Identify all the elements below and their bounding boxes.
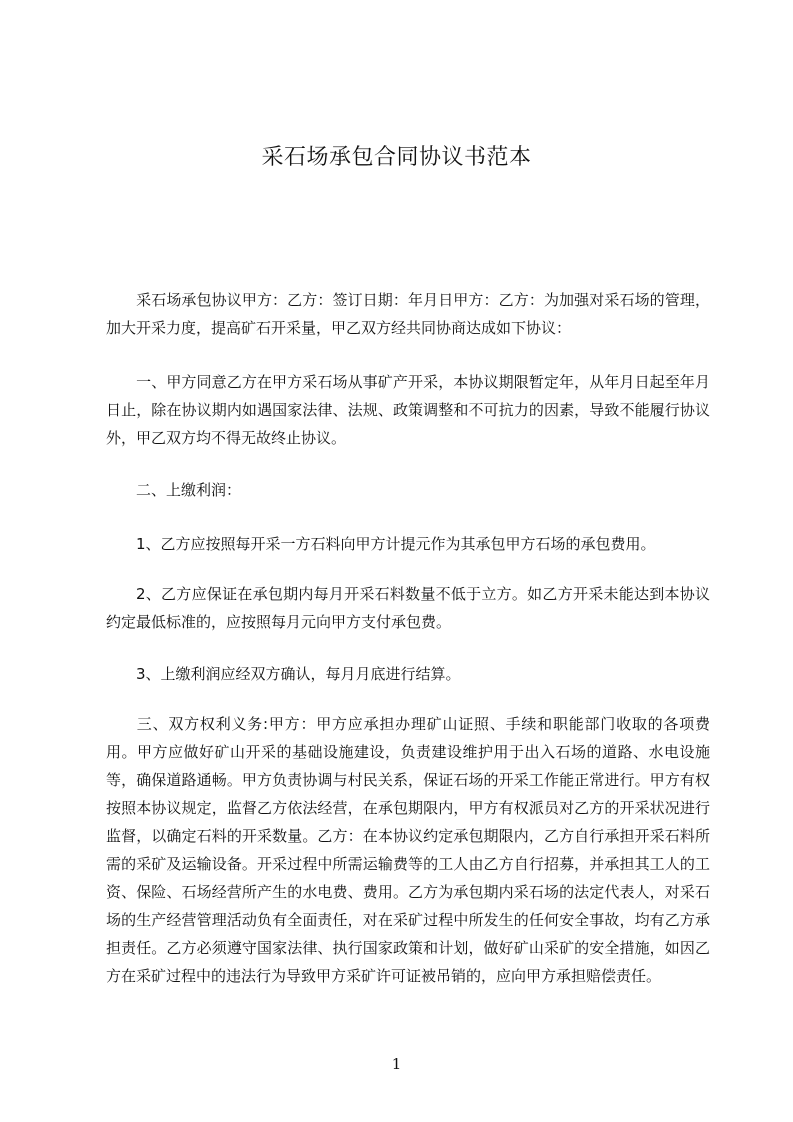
paragraph-text: 2、乙方应保证在承包期内每月开采石料数量不低于立方。如乙方开采未能达到本协议约定最低标准的，应按照每月元向甲方支付承包费。 — [106, 585, 710, 631]
paragraph-clause-1 — [106, 368, 710, 452]
paragraph-text: 三、双方权利义务:甲方：甲方应承担办理矿山证照、手续和职能部门收取的各项费用。甲方应做好矿山开采的基础设施建设，负责建设维护用于出入石场的道路、水电设施等，确保道路通畅。甲方负责协调与村民关系，保证石场的开采工作能正常进行。甲方有权按照本协议规定，监督乙方依法经营，在承包期限内，甲方有权派员对乙方的开采状况进行监督，以确定石料的开采数量。乙方：在本协议约定承包期限内，乙方自行承担开采石料所需的采矿及运输设备。开采过程中所需运输费等的工人由乙方自行招募，并承担其工人的工资、保险、石场经营所产生的水电费、费用。乙方为承包期内采石场的法定代表人，对采石场的生产经营管理活动负有全面责任，对在采矿过程中所发生的任何安全事故，均有乙方承担责任。乙方必须遵守国家法律、执行国家政策和计划，做好矿山采矿的安全措施，如因乙方在采矿过程中的违法行为导致甲方采矿许可证被吊销的，应向甲方承担赔偿责任。 — [106, 715, 710, 985]
paragraph-text: 3、上缴利润应经双方确认，每月月底进行结算。 — [136, 665, 461, 683]
paragraph-text: 一、甲方同意乙方在甲方采石场从事矿产开采，本协议期限暂定年，从年月日起至年月日止，除在协议期内如遇国家法律、法规、政策调整和不可抗力的因素，导致不能履行协议外，甲乙双方均不得无故终止协议。 — [106, 373, 710, 447]
paragraph-clause-2-item-1 — [106, 530, 710, 558]
document-title: 采石场承包合同协议书范本 — [261, 145, 532, 170]
page-number: 1 — [391, 1055, 402, 1073]
paragraph-clause-3 — [106, 710, 710, 990]
paragraph-clause-2-item-3 — [106, 660, 710, 688]
paragraph-clause-2-heading — [106, 476, 710, 504]
paragraph-text: 采石场承包协议甲方：乙方：签订日期：年月日甲方：乙方：为加强对采石场的管理，加大开采力度，提高矿石开采量，甲乙双方经共同协商达成如下协议： — [106, 291, 710, 337]
paragraph-text: 二、上缴利润： — [136, 481, 242, 499]
paragraph-clause-2-item-2 — [106, 580, 710, 636]
paragraph-preamble — [106, 286, 710, 342]
paragraph-text: 1、乙方应按照每开采一方石料向甲方计提元作为其承包甲方石场的承包费用。 — [136, 535, 656, 553]
